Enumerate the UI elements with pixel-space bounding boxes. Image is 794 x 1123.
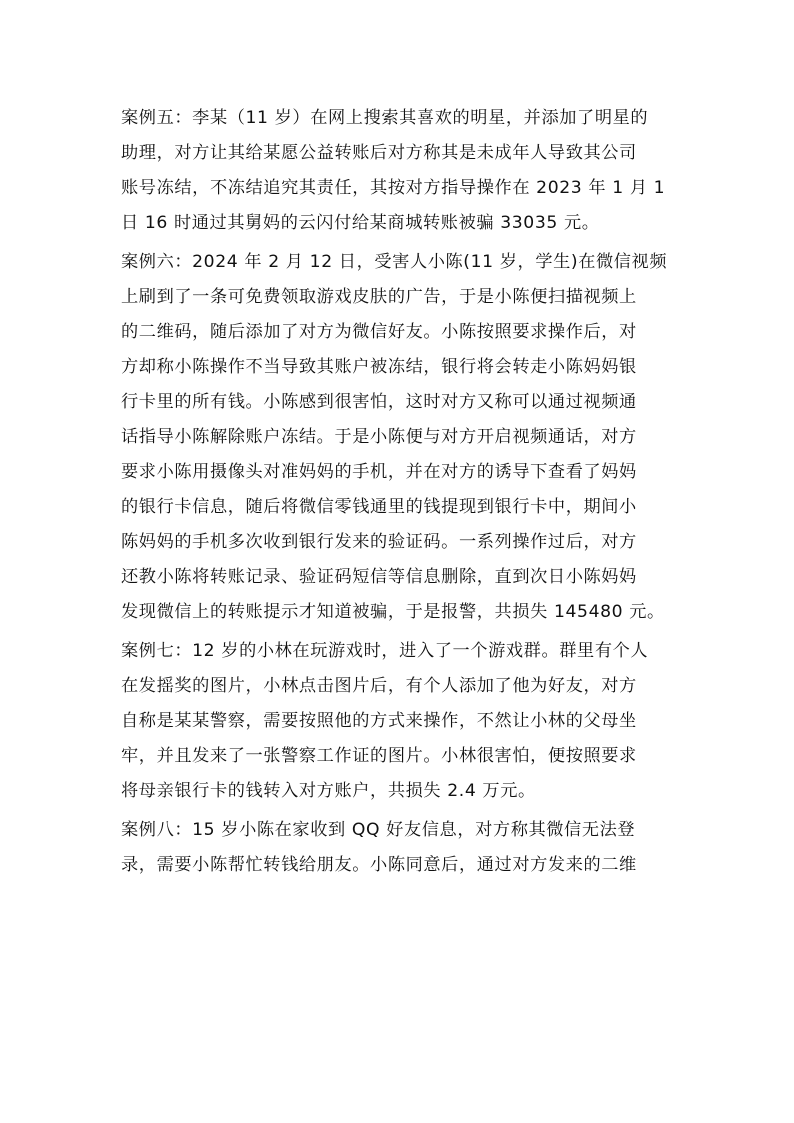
text-line: 案例五：李某（11 岁）在网上搜索其喜欢的明星，并添加了明星的 [121, 108, 649, 128]
text-line: 要求小陈用摄像头对准妈妈的手机，并在对方的诱导下查看了妈妈 [121, 462, 637, 482]
text-line: 行卡里的所有钱。小陈感到很害怕，这时对方又称可以通过视频通 [121, 392, 637, 412]
text-line: 自称是某某警察，需要按照他的方式来操作，不然让小林的父母坐 [121, 711, 637, 731]
case-7-paragraph [121, 634, 677, 809]
text-line: 账号冻结，不冻结追究其责任，其按对方指导操作在 2023 年 1 月 1 [121, 178, 666, 198]
text-line: 上刷到了一条可免费领取游戏皮肤的广告，于是小陈便扫描视频上 [121, 287, 637, 307]
text-line: 方却称小陈操作不当导致其账户被冻结，银行将会转走小陈妈妈银 [121, 357, 637, 377]
case-6-paragraph [121, 245, 677, 630]
text-line: 案例七：12 岁的小林在玩游戏时，进入了一个游戏群。群里有个人 [121, 641, 649, 661]
text-line: 将母亲银行卡的钱转入对方账户，共损失 2.4 万元。 [121, 781, 536, 801]
text-line: 助理，对方让其给某愿公益转账后对方称其是未成年人导致其公司 [121, 143, 637, 163]
text-line: 的银行卡信息，随后将微信零钱通里的钱提现到银行卡中，期间小 [121, 497, 637, 517]
text-line: 陈妈妈的手机多次收到银行发来的验证码。一系列操作过后，对方 [121, 532, 637, 552]
text-line: 发现微信上的转账提示才知道被骗，于是报警，共损失 145480 元。 [121, 602, 665, 622]
text-line: 牢，并且发来了一张警察工作证的图片。小林很害怕，便按照要求 [121, 746, 637, 766]
text-line: 案例六：2024 年 2 月 12 日，受害人小陈(11 岁，学生)在微信视频 [121, 252, 668, 272]
text-line: 录，需要小陈帮忙转钱给朋友。小陈同意后，通过对方发来的二维 [121, 855, 637, 875]
text-line: 话指导小陈解除账户冻结。于是小陈便与对方开启视频通话，对方 [121, 427, 637, 447]
case-8-paragraph [121, 813, 677, 883]
document-body [121, 101, 677, 887]
text-line: 案例八：15 岁小陈在家收到 QQ 好友信息，对方称其微信无法登 [121, 820, 636, 840]
text-line: 日 16 时通过其舅妈的云闪付给某商城转账被骗 33035 元。 [121, 213, 600, 233]
text-line: 在发摇奖的图片，小林点击图片后，有个人添加了他为好友，对方 [121, 676, 637, 696]
case-5-paragraph [121, 101, 677, 241]
text-line: 还教小陈将转账记录、验证码短信等信息删除，直到次日小陈妈妈 [121, 567, 637, 587]
text-line: 的二维码，随后添加了对方为微信好友。小陈按照要求操作后，对 [121, 322, 637, 342]
